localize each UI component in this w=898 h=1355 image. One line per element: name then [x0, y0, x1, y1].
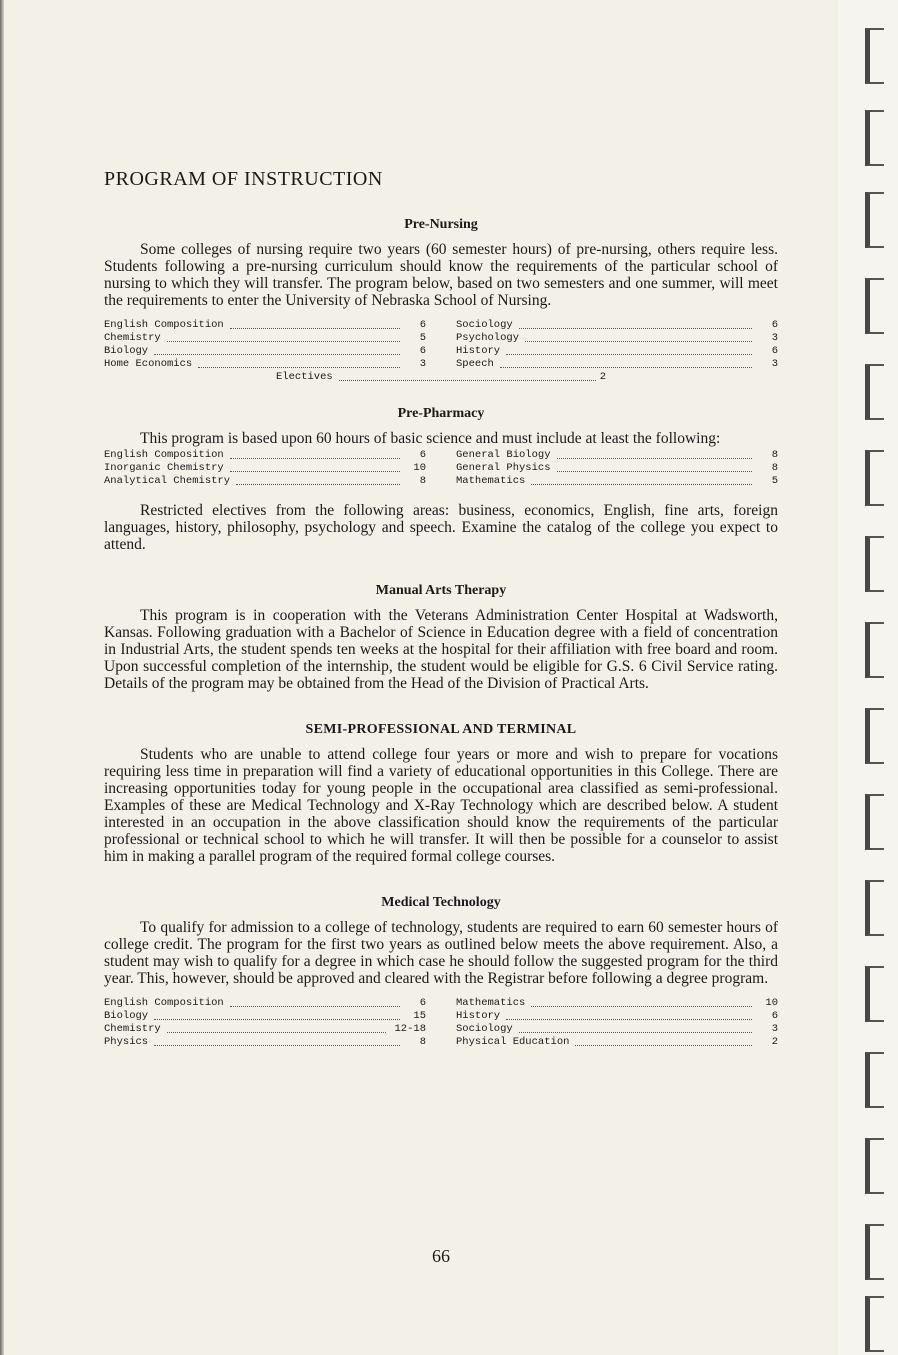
semi-professional-paragraph: Students who are unable to attend college four years or more and wish to prepare for vocations requiring less time in preparation will find a variety of educational opportunities in this College. There are increasing opportunities today for young people in the occupational area classified as semi-professional. Examples of these are Medical Technology and X-Ray Technology which are described below. A student interested in an occupation in the above classification should know the requirements of the particular professional or technical school to which he will transfer. It will then be possible for a counselor to assist him in making a parallel program of the required formal college courses.	[104, 746, 778, 865]
course-name: English Composition	[104, 449, 224, 461]
course-hours: 6	[419, 319, 426, 331]
course-row	[456, 1036, 778, 1049]
course-hours: 15	[413, 1010, 426, 1022]
course-row	[456, 345, 778, 358]
manual-arts-section	[104, 583, 778, 692]
course-column-right	[456, 319, 778, 371]
pre-nursing-course-list	[104, 319, 778, 371]
pre-nursing-section	[104, 217, 778, 384]
course-name: Physical Education	[456, 1036, 570, 1048]
medical-technology-section	[104, 895, 778, 1049]
course-column-right	[456, 997, 778, 1049]
course-name: History	[456, 345, 501, 357]
medical-technology-course-list	[104, 997, 778, 1049]
course-name: Home Economics	[104, 358, 193, 370]
course-row	[456, 449, 778, 462]
course-name: English Composition	[104, 997, 224, 1009]
course-name: Biology	[104, 345, 149, 357]
pre-nursing-title: Pre-Nursing	[404, 217, 478, 232]
pre-pharmacy-title: Pre-Pharmacy	[397, 406, 485, 421]
course-hours: 5	[771, 475, 778, 487]
binder-mark	[865, 364, 884, 420]
course-row	[104, 997, 426, 1010]
course-hours: 3	[419, 358, 426, 370]
binder-mark	[865, 1224, 884, 1280]
medical-technology-title: Medical Technology	[381, 895, 501, 910]
course-row	[456, 358, 778, 371]
binder-mark	[865, 450, 884, 506]
course-name: Analytical Chemistry	[104, 475, 231, 487]
course-hours: 8	[771, 449, 778, 461]
course-row	[104, 319, 426, 332]
binder-mark	[865, 708, 884, 764]
electives-row	[276, 371, 606, 384]
binder-mark	[865, 966, 884, 1022]
course-hours: 12-18	[394, 1023, 426, 1035]
course-hours: 6	[419, 997, 426, 1009]
binder-mark	[865, 1296, 884, 1352]
binder-margin	[838, 0, 898, 1355]
course-hours: 2	[771, 1036, 778, 1048]
semi-professional-title: SEMI-PROFESSIONAL AND TERMINAL	[305, 722, 577, 737]
pre-pharmacy-section	[104, 406, 778, 553]
course-hours: 6	[419, 449, 426, 461]
course-hours: 5	[419, 332, 426, 344]
medical-technology-paragraph: To qualify for admission to a college of technology, students are required to earn 60 semester hours of college credit. The program for the first two years as outlined below meets the above requirement. Also, a student may wish to qualify for a degree in which case he should follow the suggested program for the third year. This, however, should be approved and cleared with the Registrar before following a degree program.	[104, 919, 778, 987]
pre-nursing-paragraph: Some colleges of nursing require two years (60 semester hours) of pre-nursing, others require less. Students following a pre-nursing curriculum should know the requirements of the particular school of nursing to which they will transfer. The program below, based on two semesters and one summer, will meet the requirements to enter the University of Nebraska School of Nursing.	[104, 241, 778, 309]
course-row	[104, 1023, 426, 1036]
course-name: Electives	[276, 371, 333, 383]
course-name: Physics	[104, 1036, 149, 1048]
course-name: Chemistry	[104, 1023, 161, 1035]
course-row	[456, 1010, 778, 1023]
course-name: General Physics	[456, 462, 551, 474]
binder-mark	[865, 1138, 884, 1194]
course-name: Sociology	[456, 319, 513, 331]
course-name: History	[456, 1010, 501, 1022]
manual-arts-title: Manual Arts Therapy	[375, 583, 507, 598]
course-hours: 6	[771, 1010, 778, 1022]
binder-mark	[865, 192, 884, 248]
course-hours: 10	[765, 997, 778, 1009]
course-hours: 10	[413, 462, 426, 474]
course-hours: 8	[419, 475, 426, 487]
course-row	[104, 1036, 426, 1049]
course-name: Mathematics	[456, 475, 526, 487]
course-name: Chemistry	[104, 332, 161, 344]
course-hours: 3	[771, 358, 778, 370]
course-hours: 2	[599, 371, 606, 383]
course-row	[456, 319, 778, 332]
course-hours: 3	[771, 1023, 778, 1035]
manual-arts-paragraph: This program is in cooperation with the Veterans Administration Center Hospital at Wadsworth, Kansas. Following graduation with a Bachelor of Science in Education degree with a field of concentration in Industrial Arts, the student spends ten weeks at the hospital for their affiliation with free board and room. Upon successful completion of the internship, the student would be eligible for G.S. 6 Civil Service rating. Details of the program may be obtained from the Head of the Division of Practical Arts.	[104, 607, 778, 692]
course-row	[456, 462, 778, 475]
binder-mark	[865, 536, 884, 592]
course-name: English Composition	[104, 319, 224, 331]
course-hours: 8	[771, 462, 778, 474]
course-name: Sociology	[456, 1023, 513, 1035]
course-row	[104, 462, 426, 475]
course-name: Mathematics	[456, 997, 526, 1009]
course-row	[104, 475, 426, 488]
binder-mark	[865, 794, 884, 850]
course-name: Speech	[456, 358, 494, 370]
course-row	[104, 449, 426, 462]
course-column-left	[104, 997, 426, 1049]
course-row	[104, 345, 426, 358]
page-heading: PROGRAM OF INSTRUCTION	[104, 168, 383, 190]
scan-left-edge	[0, 0, 4, 1355]
binder-mark	[865, 110, 884, 166]
course-hours: 6	[771, 345, 778, 357]
course-row	[456, 475, 778, 488]
course-row	[456, 997, 778, 1010]
course-row	[456, 332, 778, 345]
binder-mark	[865, 622, 884, 678]
course-column-right	[456, 449, 778, 488]
course-row	[104, 332, 426, 345]
course-row	[456, 1023, 778, 1036]
course-hours: 6	[771, 319, 778, 331]
course-name: Psychology	[456, 332, 520, 344]
course-hours: 6	[419, 345, 426, 357]
pre-pharmacy-electives-paragraph: Restricted electives from the following areas: business, economics, English, fine arts, foreign languages, history, philosophy, psychology and speech. Examine the catalog of the college you expect to attend.	[104, 502, 778, 553]
page-number: 66	[432, 1246, 450, 1266]
binder-mark	[865, 1052, 884, 1108]
course-name: Inorganic Chemistry	[104, 462, 224, 474]
course-name: General Biology	[456, 449, 551, 461]
binder-mark	[865, 28, 884, 84]
pre-pharmacy-course-list	[104, 449, 778, 488]
course-hours: 8	[419, 1036, 426, 1048]
binder-mark	[865, 278, 884, 334]
semi-professional-section	[104, 722, 778, 865]
course-column-left	[104, 449, 426, 488]
binder-mark	[865, 880, 884, 936]
course-row	[104, 1010, 426, 1023]
pre-pharmacy-paragraph: This program is based upon 60 hours of basic science and must include at least the following:	[140, 430, 721, 447]
course-name: Biology	[104, 1010, 149, 1022]
course-row	[104, 358, 426, 371]
course-hours: 3	[771, 332, 778, 344]
course-column-left	[104, 319, 426, 371]
document-page	[104, 168, 778, 1266]
